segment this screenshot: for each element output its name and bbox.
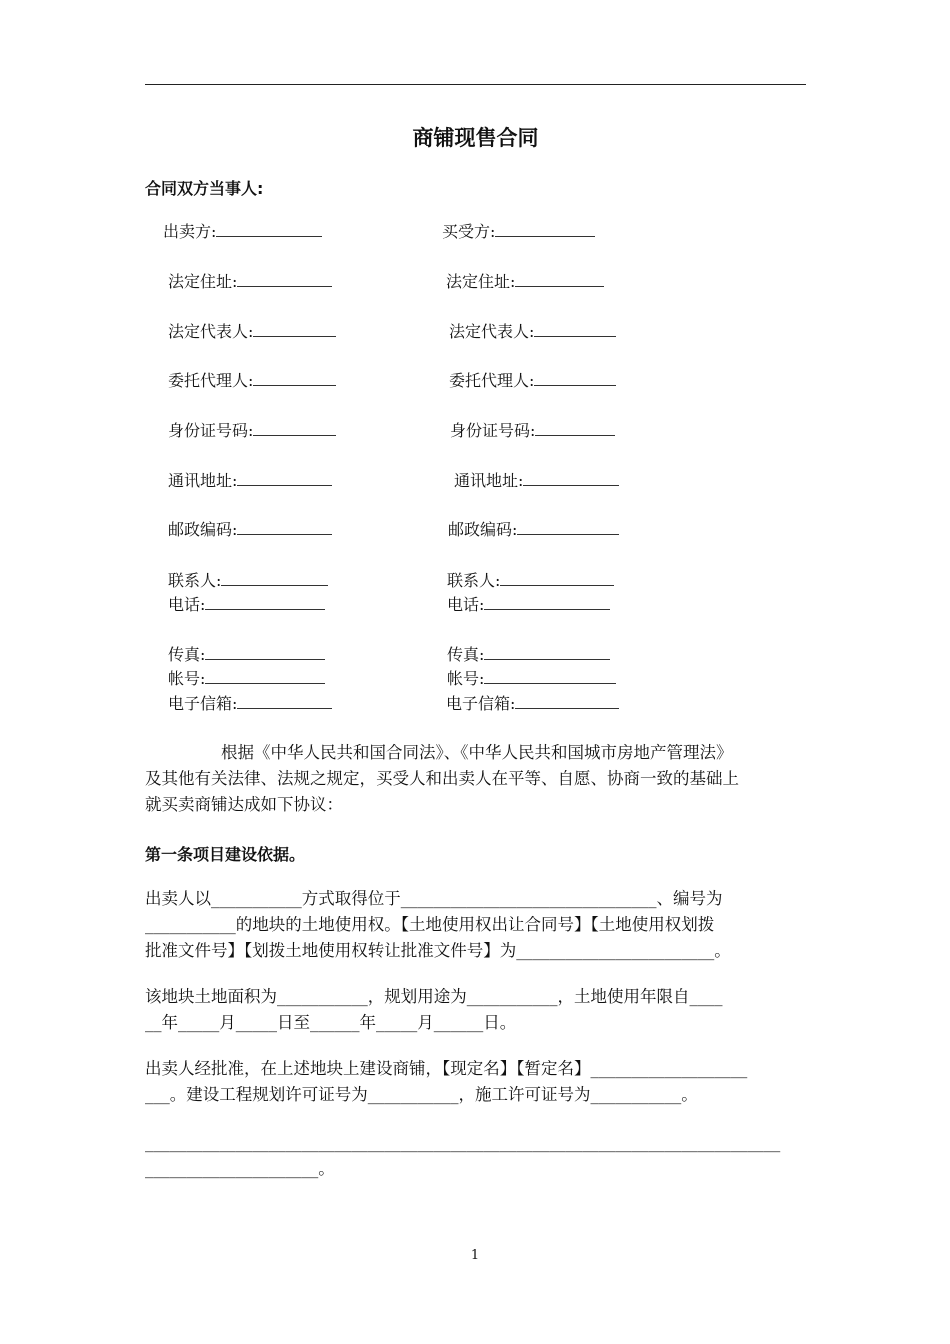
buyer-postcode: 邮政编码: bbox=[448, 520, 619, 540]
seller-postcode: 邮政编码: bbox=[168, 520, 332, 540]
buyer-id: 身份证号码: bbox=[450, 421, 615, 441]
seller-agent: 委托代理人: bbox=[168, 371, 336, 391]
paragraph-line: 该地块土地面积为___________，规划用途为___________，土地使用年限自____ bbox=[145, 987, 723, 1006]
buyer-phone: 电话: bbox=[447, 595, 610, 615]
parties-heading: 合同双方当事人: bbox=[145, 179, 264, 198]
preamble-line: 及其他有关法律、法规之规定，买受人和出卖人在平等、自愿、协商一致的基础上 bbox=[145, 769, 739, 788]
seller-role: 出卖方: bbox=[163, 222, 322, 242]
buyer-agent: 委托代理人: bbox=[449, 371, 616, 391]
seller-account: 帐号: bbox=[168, 669, 325, 689]
article-1-paragraph-1 bbox=[145, 886, 806, 964]
paragraph-line: __年_____月_____日至______年_____月______日。 bbox=[145, 1013, 517, 1032]
seller-mail-address: 通讯地址: bbox=[168, 471, 332, 491]
paragraph-line: 出卖人以___________方式取得位于_______________________________、编号为 bbox=[145, 889, 723, 908]
buyer-role: 买受方: bbox=[442, 222, 595, 242]
seller-id: 身份证号码: bbox=[168, 421, 336, 441]
preamble-line: 根据《中华人民共和国合同法》、《中华人民共和国城市房地产管理法》 bbox=[221, 743, 733, 762]
document-title: 商铺现售合同 bbox=[412, 126, 539, 150]
buyer-fax: 传真: bbox=[447, 645, 610, 665]
header-rule bbox=[145, 84, 806, 85]
paragraph-line: _____________________。 bbox=[145, 1159, 335, 1178]
preamble-paragraph bbox=[145, 740, 806, 818]
seller-rep: 法定代表人: bbox=[168, 322, 336, 342]
seller-address: 法定住址: bbox=[168, 272, 332, 292]
buyer-contact: 联系人: bbox=[447, 571, 614, 591]
buyer-rep: 法定代表人: bbox=[449, 322, 616, 342]
paragraph-line: 批准文件号】【划拨土地使用权转让批准文件号】为________________________。 bbox=[145, 941, 731, 960]
buyer-email: 电子信箱: bbox=[446, 694, 619, 714]
buyer-address: 法定住址: bbox=[446, 272, 604, 292]
paragraph-line: ___________的地块的土地使用权。【土地使用权出让合同号】【土地使用权划拨 bbox=[145, 915, 715, 934]
preamble-line: 就买卖商铺达成如下协议： bbox=[145, 795, 343, 814]
seller-fax: 传真: bbox=[168, 645, 325, 665]
paragraph-line: _____________________________________________________________________________ bbox=[145, 1133, 781, 1152]
article-1-paragraph-3 bbox=[145, 1056, 806, 1108]
paragraph-line: 出卖人经批准，在上述地块上建设商铺，【现定名】【暂定名】___________________ bbox=[145, 1059, 748, 1078]
seller-phone: 电话: bbox=[168, 595, 325, 615]
buyer-account: 帐号: bbox=[447, 669, 616, 689]
article-1-paragraph-2 bbox=[145, 984, 806, 1036]
article-1-heading: 第一条项目建设依据。 bbox=[145, 845, 306, 864]
seller-contact: 联系人: bbox=[168, 571, 328, 591]
article-1-paragraph-4 bbox=[145, 1130, 806, 1182]
page-number: 1 bbox=[470, 1248, 480, 1263]
seller-email: 电子信箱: bbox=[168, 694, 332, 714]
buyer-mail-address: 通讯地址: bbox=[454, 471, 619, 491]
paragraph-line: ___。建设工程规划许可证号为___________，施工许可证号为___________。 bbox=[145, 1085, 698, 1104]
